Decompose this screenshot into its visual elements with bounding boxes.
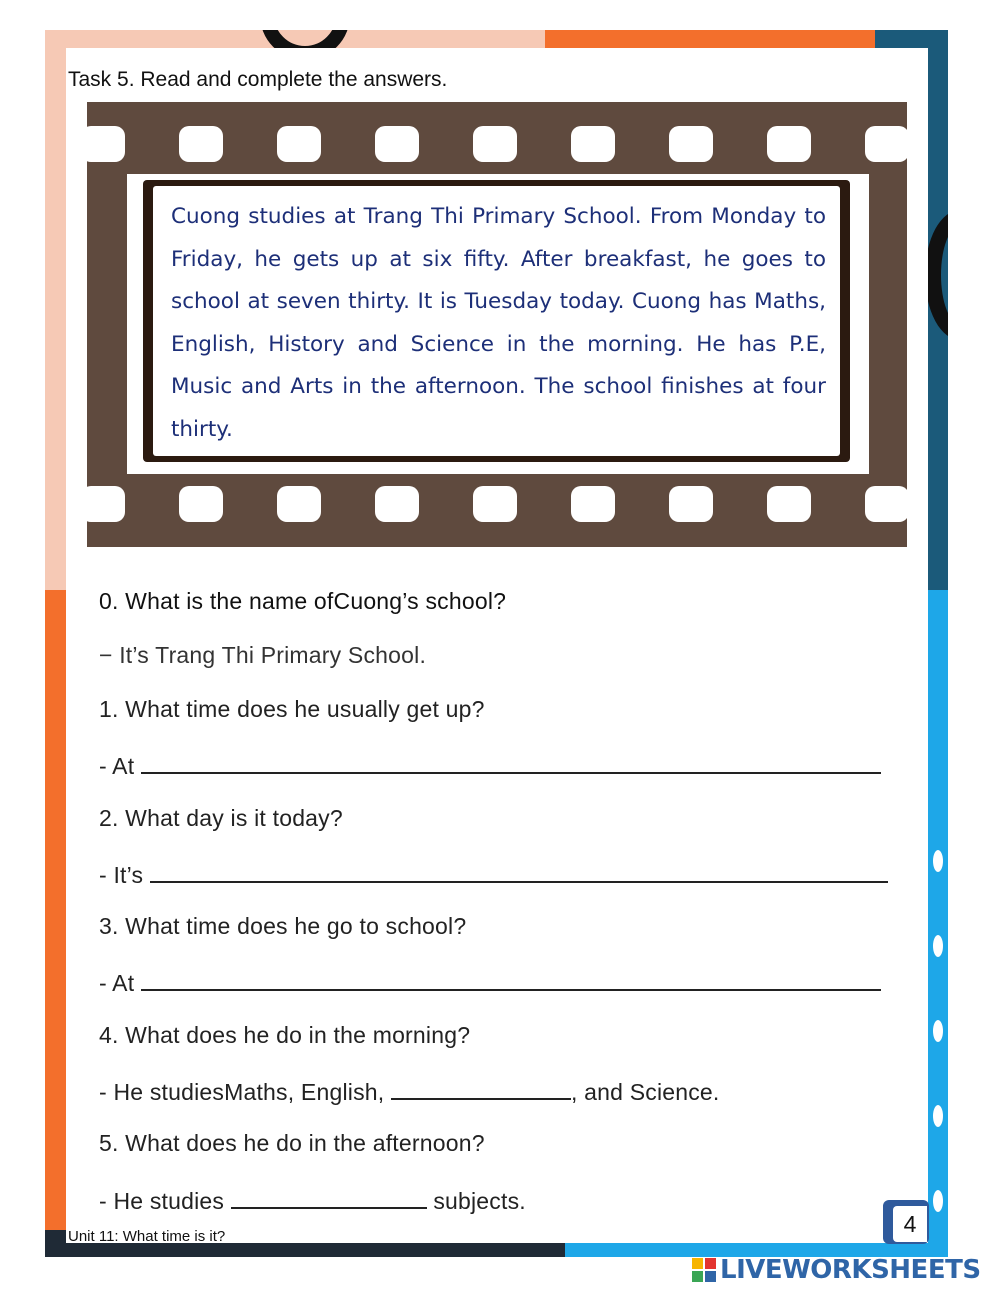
answer-2-blank[interactable]	[150, 859, 888, 883]
answer-1-blank[interactable]	[141, 750, 881, 774]
film-window	[127, 174, 869, 474]
film-hole	[179, 486, 223, 522]
question-1: 1. What time does he usually get up?	[99, 696, 485, 722]
answer-3-line	[99, 967, 881, 997]
decorative-dot	[933, 850, 943, 872]
film-hole	[277, 126, 321, 162]
film-hole	[81, 486, 125, 522]
film-hole	[571, 126, 615, 162]
answer-4-prefix: - He studiesMaths, English,	[99, 1079, 385, 1105]
film-hole	[277, 486, 321, 522]
answer-5-prefix: - He studies	[99, 1188, 225, 1214]
answer-5-line	[99, 1185, 526, 1215]
answer-4-suffix: , and Science.	[570, 1079, 720, 1105]
decorative-dot	[933, 1020, 943, 1042]
answer-4-line	[99, 1076, 720, 1106]
question-2: 2. What day is it today?	[99, 805, 343, 831]
film-hole	[375, 486, 419, 522]
film-hole	[669, 126, 713, 162]
film-hole	[375, 126, 419, 162]
answer-5-blank[interactable]	[231, 1185, 427, 1209]
question-5: 5. What does he do in the afternoon?	[99, 1130, 485, 1156]
question-0: 0. What is the name ofCuong’s school?	[99, 588, 507, 614]
film-hole	[179, 126, 223, 162]
answer-3-prefix: - At	[99, 970, 135, 996]
reading-passage: Cuong studies at Trang Thi Primary School. From Monday to Friday, he gets up at six fifty. After breakfast, he goes to school at seven thirty. It is Tuesday today. Cuong has Maths, English, History and Science in the morning. He has P.E, Music and Arts in the afternoon. The school finishes at four thirty.	[171, 204, 826, 442]
film-hole	[669, 486, 713, 522]
liveworksheets-brand[interactable]	[692, 1255, 981, 1285]
page-number-badge	[883, 1200, 929, 1244]
unit-footer: Unit 11: What time is it?	[68, 1228, 226, 1245]
film-hole	[473, 486, 517, 522]
film-strip-frame	[87, 102, 907, 547]
answer-3-blank[interactable]	[141, 967, 881, 991]
film-hole	[571, 486, 615, 522]
task-title: Task 5. Read and complete the answers.	[68, 68, 448, 91]
decorative-dot	[933, 935, 943, 957]
film-hole	[865, 126, 909, 162]
question-4: 4. What does he do in the morning?	[99, 1022, 471, 1048]
decorative-dot	[933, 1190, 943, 1212]
film-hole	[767, 126, 811, 162]
reading-passage-inner	[153, 186, 840, 456]
film-hole	[767, 486, 811, 522]
decorative-dot	[933, 1105, 943, 1127]
question-3: 3. What time does he go to school?	[99, 913, 467, 939]
film-hole	[81, 126, 125, 162]
answer-5-suffix: subjects.	[433, 1188, 526, 1214]
page-number: 4	[893, 1206, 927, 1242]
reading-passage-box	[143, 180, 850, 462]
answer-2-prefix: - It’s	[99, 862, 144, 888]
answer-0: − It’s Trang Thi Primary School.	[99, 642, 427, 668]
worksheet-page	[66, 48, 928, 1243]
film-hole	[473, 126, 517, 162]
film-hole	[865, 486, 909, 522]
answer-2-line	[99, 859, 888, 889]
answer-4-blank[interactable]	[391, 1076, 571, 1100]
liveworksheets-logo-icon	[692, 1258, 718, 1282]
answer-1-line	[99, 750, 881, 780]
liveworksheets-brand-name: LIVEWORKSHEETS	[720, 1255, 981, 1285]
answer-1-prefix: - At	[99, 753, 135, 779]
